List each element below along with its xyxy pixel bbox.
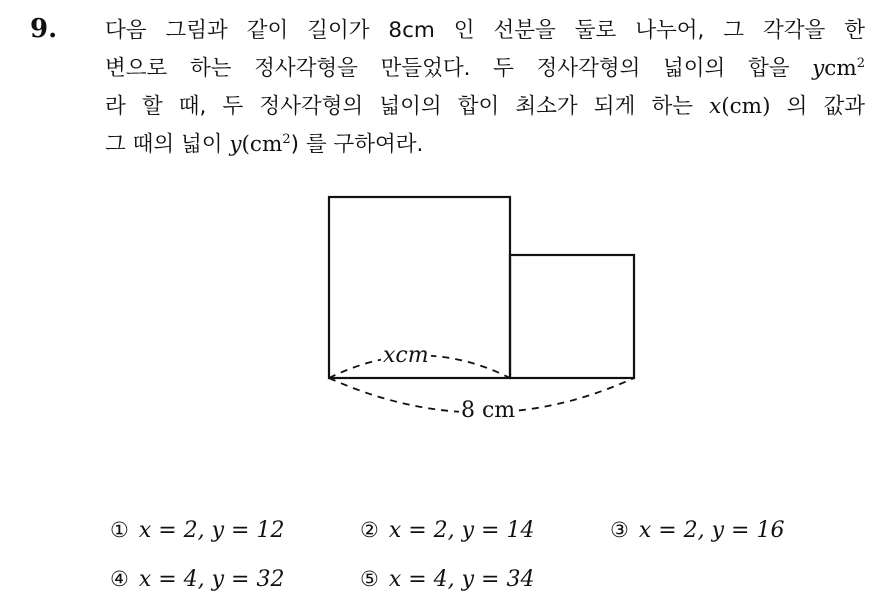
choice-3[interactable] <box>610 518 784 543</box>
question-line-4 <box>105 126 865 164</box>
var-y: y <box>812 56 825 81</box>
unit-cm: cm <box>824 56 857 81</box>
squares-figure <box>310 185 650 435</box>
line3-text: 라 할 때, 두 정사각형의 넓이의 합이 최소가 되게 하는 <box>105 94 710 119</box>
choice-marker: ② <box>360 518 379 542</box>
line3-post: 의 값과 <box>770 94 865 119</box>
unit-cm-sq: (cm <box>241 132 283 157</box>
small-square <box>510 255 634 378</box>
choice-1[interactable] <box>110 518 284 543</box>
superscript-2: 2 <box>856 55 865 71</box>
question-number: 9. <box>30 14 58 44</box>
label-x-text: xcm <box>383 343 429 368</box>
question-line-2 <box>105 50 865 88</box>
choice-marker: ④ <box>110 567 129 591</box>
choice-marker: ③ <box>610 518 629 542</box>
unit-cm-paren: (cm) <box>721 94 771 119</box>
question-line-1: 다음 그림과 같이 길이가 8cm 인 선분을 둘로 나누어, 그 각각을 한 <box>105 18 865 43</box>
superscript-2b: 2 <box>282 131 291 147</box>
line4-post: ) 를 구하여라. <box>290 132 424 157</box>
question-text <box>105 12 865 164</box>
choice-text: x = 2, y = 16 <box>638 518 785 543</box>
choice-marker: ① <box>110 518 129 542</box>
choice-marker: ⑤ <box>360 567 379 591</box>
var-x: x <box>709 94 722 119</box>
choice-text: x = 4, y = 32 <box>138 567 285 592</box>
choice-text: x = 2, y = 14 <box>388 518 535 543</box>
line4-text: 그 때의 넓이 <box>105 132 230 157</box>
label-8-cm: 8 cm <box>461 398 516 423</box>
choice-5[interactable] <box>360 567 534 592</box>
question-line-3 <box>105 88 865 126</box>
choice-text: x = 2, y = 12 <box>138 518 285 543</box>
choice-2[interactable] <box>360 518 534 543</box>
var-y-2: y <box>229 132 242 157</box>
choice-4[interactable] <box>110 567 284 592</box>
choice-text: x = 4, y = 34 <box>388 567 535 592</box>
line2-text: 변으로 하는 정사각형을 만들었다. 두 정사각형의 넓이의 합을 <box>105 56 813 81</box>
label-x-cm <box>381 344 431 368</box>
